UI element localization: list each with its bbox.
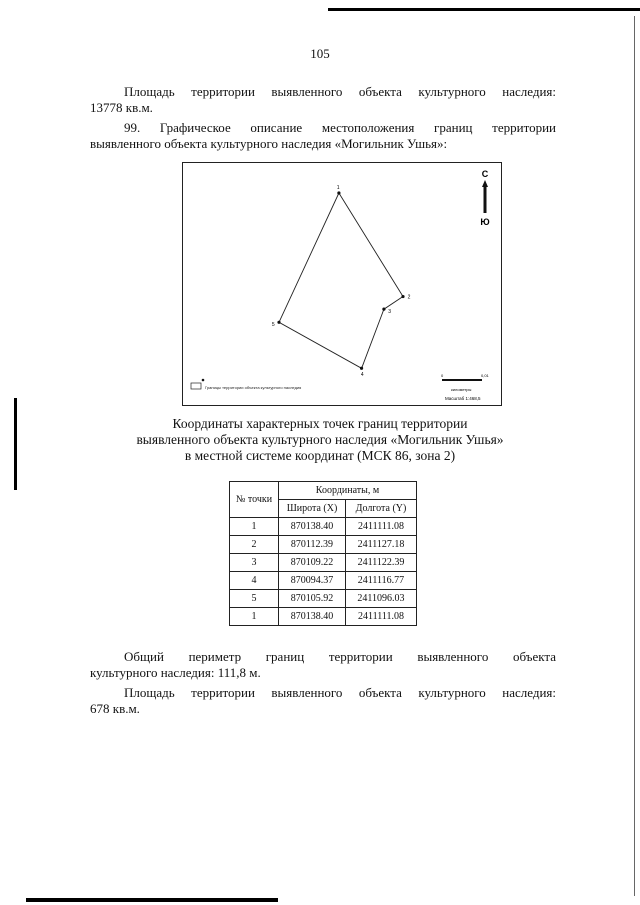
paragraph-line: выявленного объекта культурного наследия «Могильник Ушья»: [90, 136, 448, 151]
scale-ratio: Масштаб 1:468,5 [445, 396, 481, 401]
scan-edge-bottom [26, 898, 278, 902]
table-row [230, 608, 417, 626]
caption-line: в местной системе координат (МСК 86, зона 2) [184, 448, 456, 463]
paragraph-line: культурного наследия: 111,8 м. [90, 665, 261, 680]
legend-swatch [191, 383, 201, 389]
boundary-point [401, 295, 404, 298]
boundary-point-label: 4 [360, 372, 364, 379]
table-cell-x: 870094.37 [279, 572, 346, 590]
boundary-point-label: 5 [271, 322, 275, 329]
table-cell-x: 870109.22 [279, 554, 346, 572]
table-cell-n: 1 [230, 518, 279, 536]
table-cell-n: 3 [230, 554, 279, 572]
coordinates-table [229, 481, 417, 626]
paragraph-line: Площадь территории выявленного объекта культурного наследия: [124, 84, 556, 99]
boundary-point [337, 191, 340, 194]
header-x: Широта (X) [279, 500, 346, 518]
scale-label-right: 0,01 [481, 373, 489, 378]
page-number: 105 [310, 46, 330, 61]
paragraph-line: Площадь территории выявленного объекта культурного наследия: [124, 685, 556, 700]
scale-unit: километры [451, 387, 472, 392]
header-y: Долгота (Y) [346, 500, 417, 518]
boundary-point-label: 2 [407, 294, 411, 301]
paragraph-area [90, 685, 556, 717]
table-cell-x: 870138.40 [279, 518, 346, 536]
table-row [230, 518, 417, 536]
table-cell-n: 2 [230, 536, 279, 554]
table-caption [0, 416, 640, 464]
table-row [230, 572, 417, 590]
table-cell-n: 1 [230, 608, 279, 626]
caption-line: выявленного объекта культурного наследия «Могильник Ушья» [136, 432, 504, 447]
caption-line: Координаты характерных точек границ территории [172, 416, 468, 431]
boundary-polygon [279, 193, 403, 368]
south-label: Ю [480, 217, 490, 227]
table-row [230, 590, 417, 608]
table-cell-y: 2411127.18 [346, 536, 417, 554]
paragraph-line: 678 кв.м. [90, 701, 140, 716]
table-cell-x: 870105.92 [279, 590, 346, 608]
boundary-map-drawing [183, 163, 501, 405]
boundary-point [360, 367, 363, 370]
table-row [230, 554, 417, 572]
boundary-point-label: 3 [388, 309, 391, 316]
north-arrow-icon [480, 169, 489, 227]
table-row [230, 536, 417, 554]
paragraph-line: 99. Графическое описание местоположения границ территории [124, 120, 556, 135]
boundary-point [382, 308, 385, 311]
header-point-number: № точки [230, 482, 279, 518]
scan-edge-top [328, 8, 640, 11]
table-cell-x: 870138.40 [279, 608, 346, 626]
table-cell-y: 2411111.08 [346, 518, 417, 536]
north-label: С [481, 169, 489, 179]
table-cell-n: 4 [230, 572, 279, 590]
table-cell-y: 2411116.77 [346, 572, 417, 590]
legend-text: Границы территории объекта культурного наследия [205, 385, 302, 390]
boundary-point [277, 321, 280, 324]
table-cell-y: 2411111.08 [346, 608, 417, 626]
map-legend [191, 379, 301, 390]
boundary-map [182, 162, 502, 406]
paragraph-line: Общий периметр границ территории выявленного объекта [124, 649, 556, 664]
boundary-point-label: 1 [336, 185, 340, 192]
scale-label-left: 0 [441, 373, 444, 378]
paragraph-perimeter [90, 649, 556, 681]
paragraph-previous-area [90, 84, 556, 116]
table-cell-y: 2411122.39 [346, 554, 417, 572]
table-cell-n: 5 [230, 590, 279, 608]
table-cell-x: 870112.39 [279, 536, 346, 554]
scale-bar [441, 373, 490, 401]
header-coordinates: Координаты, м [279, 482, 417, 500]
table-cell-y: 2411096.03 [346, 590, 417, 608]
paragraph-99 [90, 120, 556, 152]
paragraph-line: 13778 кв.м. [90, 100, 153, 115]
